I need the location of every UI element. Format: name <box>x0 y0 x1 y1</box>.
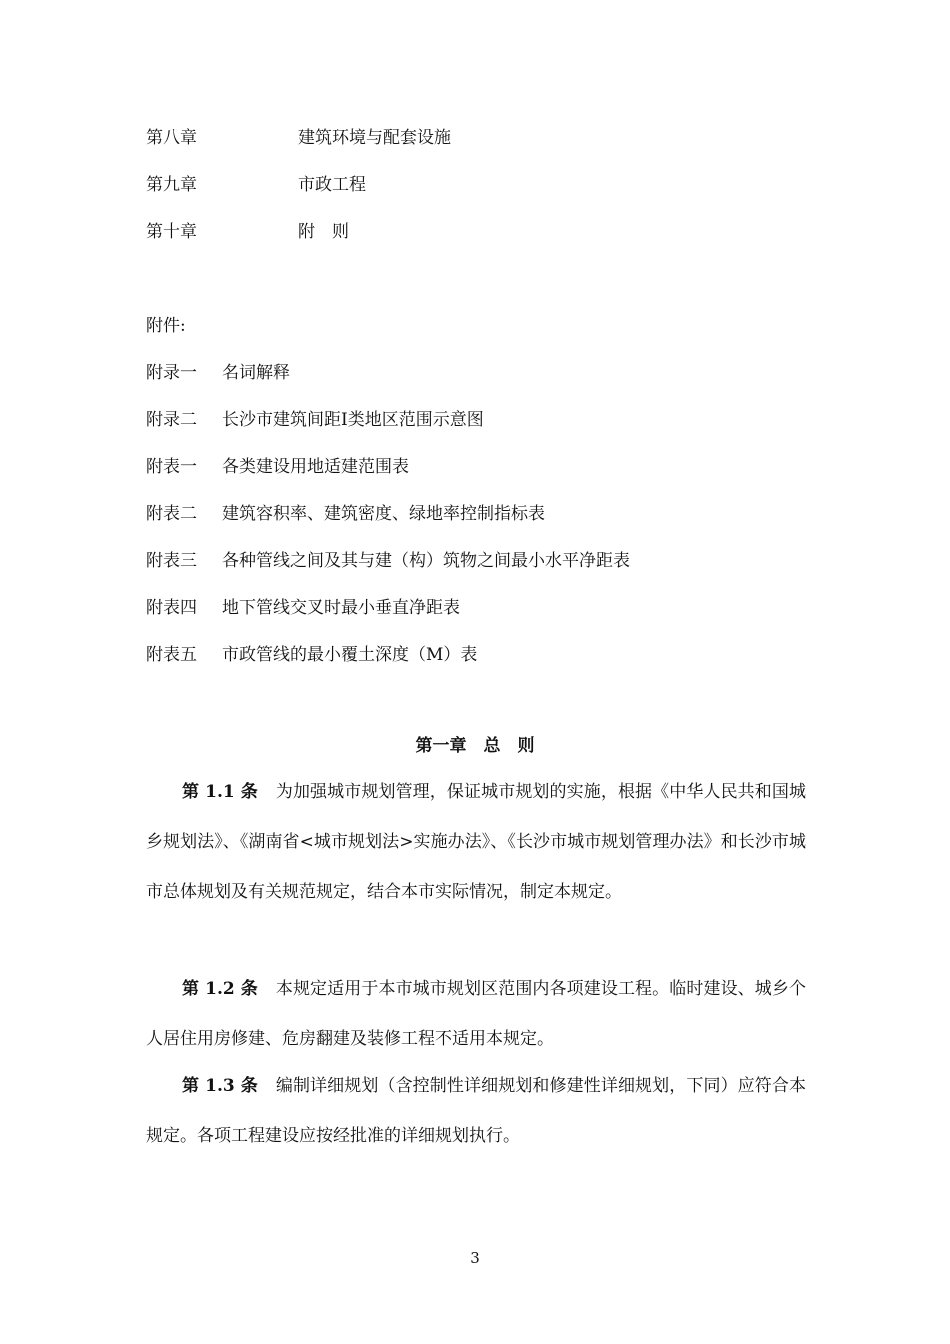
article-text: 为加强城市规划管理，保证城市规划的实施，根据《中华人民共和国城乡规划法》、《湖南省<城市规划法>实施办法》、《长沙市城市规划管理办法》和长沙市城市总体规划及有关规范规定，结合本市实际情况，制定本规定。 <box>146 782 806 902</box>
article-number: 第 1.1 条 <box>182 782 258 802</box>
page-number: 3 <box>470 1249 480 1267</box>
attachment-label: 附表二 <box>146 504 197 524</box>
toc-chapter-9-title: 市政工程 <box>298 175 366 195</box>
attachments-heading: 附件: <box>146 316 186 336</box>
toc-chapter-8-title: 建筑环境与配套设施 <box>298 128 451 148</box>
attachment-title: 建筑容积率、建筑密度、绿地率控制指标表 <box>222 504 545 524</box>
article-paragraph <box>146 1061 806 1161</box>
toc-chapter-9-label: 第九章 <box>146 175 197 195</box>
attachment-label: 附录二 <box>146 410 197 430</box>
article-paragraph <box>146 964 806 1064</box>
article-text: 编制详细规划（含控制性详细规划和修建性详细规划，下同）应符合本规定。各项工程建设应按经批准的详细规划执行。 <box>146 1076 806 1146</box>
attachment-title: 名词解释 <box>222 363 290 383</box>
attachment-label: 附表四 <box>146 598 197 618</box>
attachment-label: 附表一 <box>146 457 197 477</box>
chapter-heading: 第一章 总 则 <box>415 736 535 756</box>
toc-chapter-10-label: 第十章 <box>146 222 197 242</box>
article-number: 第 1.3 条 <box>182 1076 258 1096</box>
attachment-label: 附录一 <box>146 363 197 383</box>
attachment-label: 附表五 <box>146 645 197 665</box>
article-paragraph <box>146 767 806 917</box>
toc-chapter-10-title: 附 则 <box>298 222 349 242</box>
attachment-title: 各种管线之间及其与建（构）筑物之间最小水平净距表 <box>222 551 630 571</box>
attachment-title: 地下管线交叉时最小垂直净距表 <box>222 598 460 618</box>
attachment-title: 长沙市建筑间距Ⅰ类地区范围示意图 <box>222 410 484 430</box>
toc-chapter-8-label: 第八章 <box>146 128 197 148</box>
attachment-title: 各类建设用地适建范围表 <box>222 457 409 477</box>
attachment-label: 附表三 <box>146 551 197 571</box>
attachment-title: 市政管线的最小覆土深度（M）表 <box>222 645 478 665</box>
article-text: 本规定适用于本市城市规划区范围内各项建设工程。临时建设、城乡个人居住用房修建、危房翻建及装修工程不适用本规定。 <box>146 979 806 1049</box>
article-number: 第 1.2 条 <box>182 979 258 999</box>
